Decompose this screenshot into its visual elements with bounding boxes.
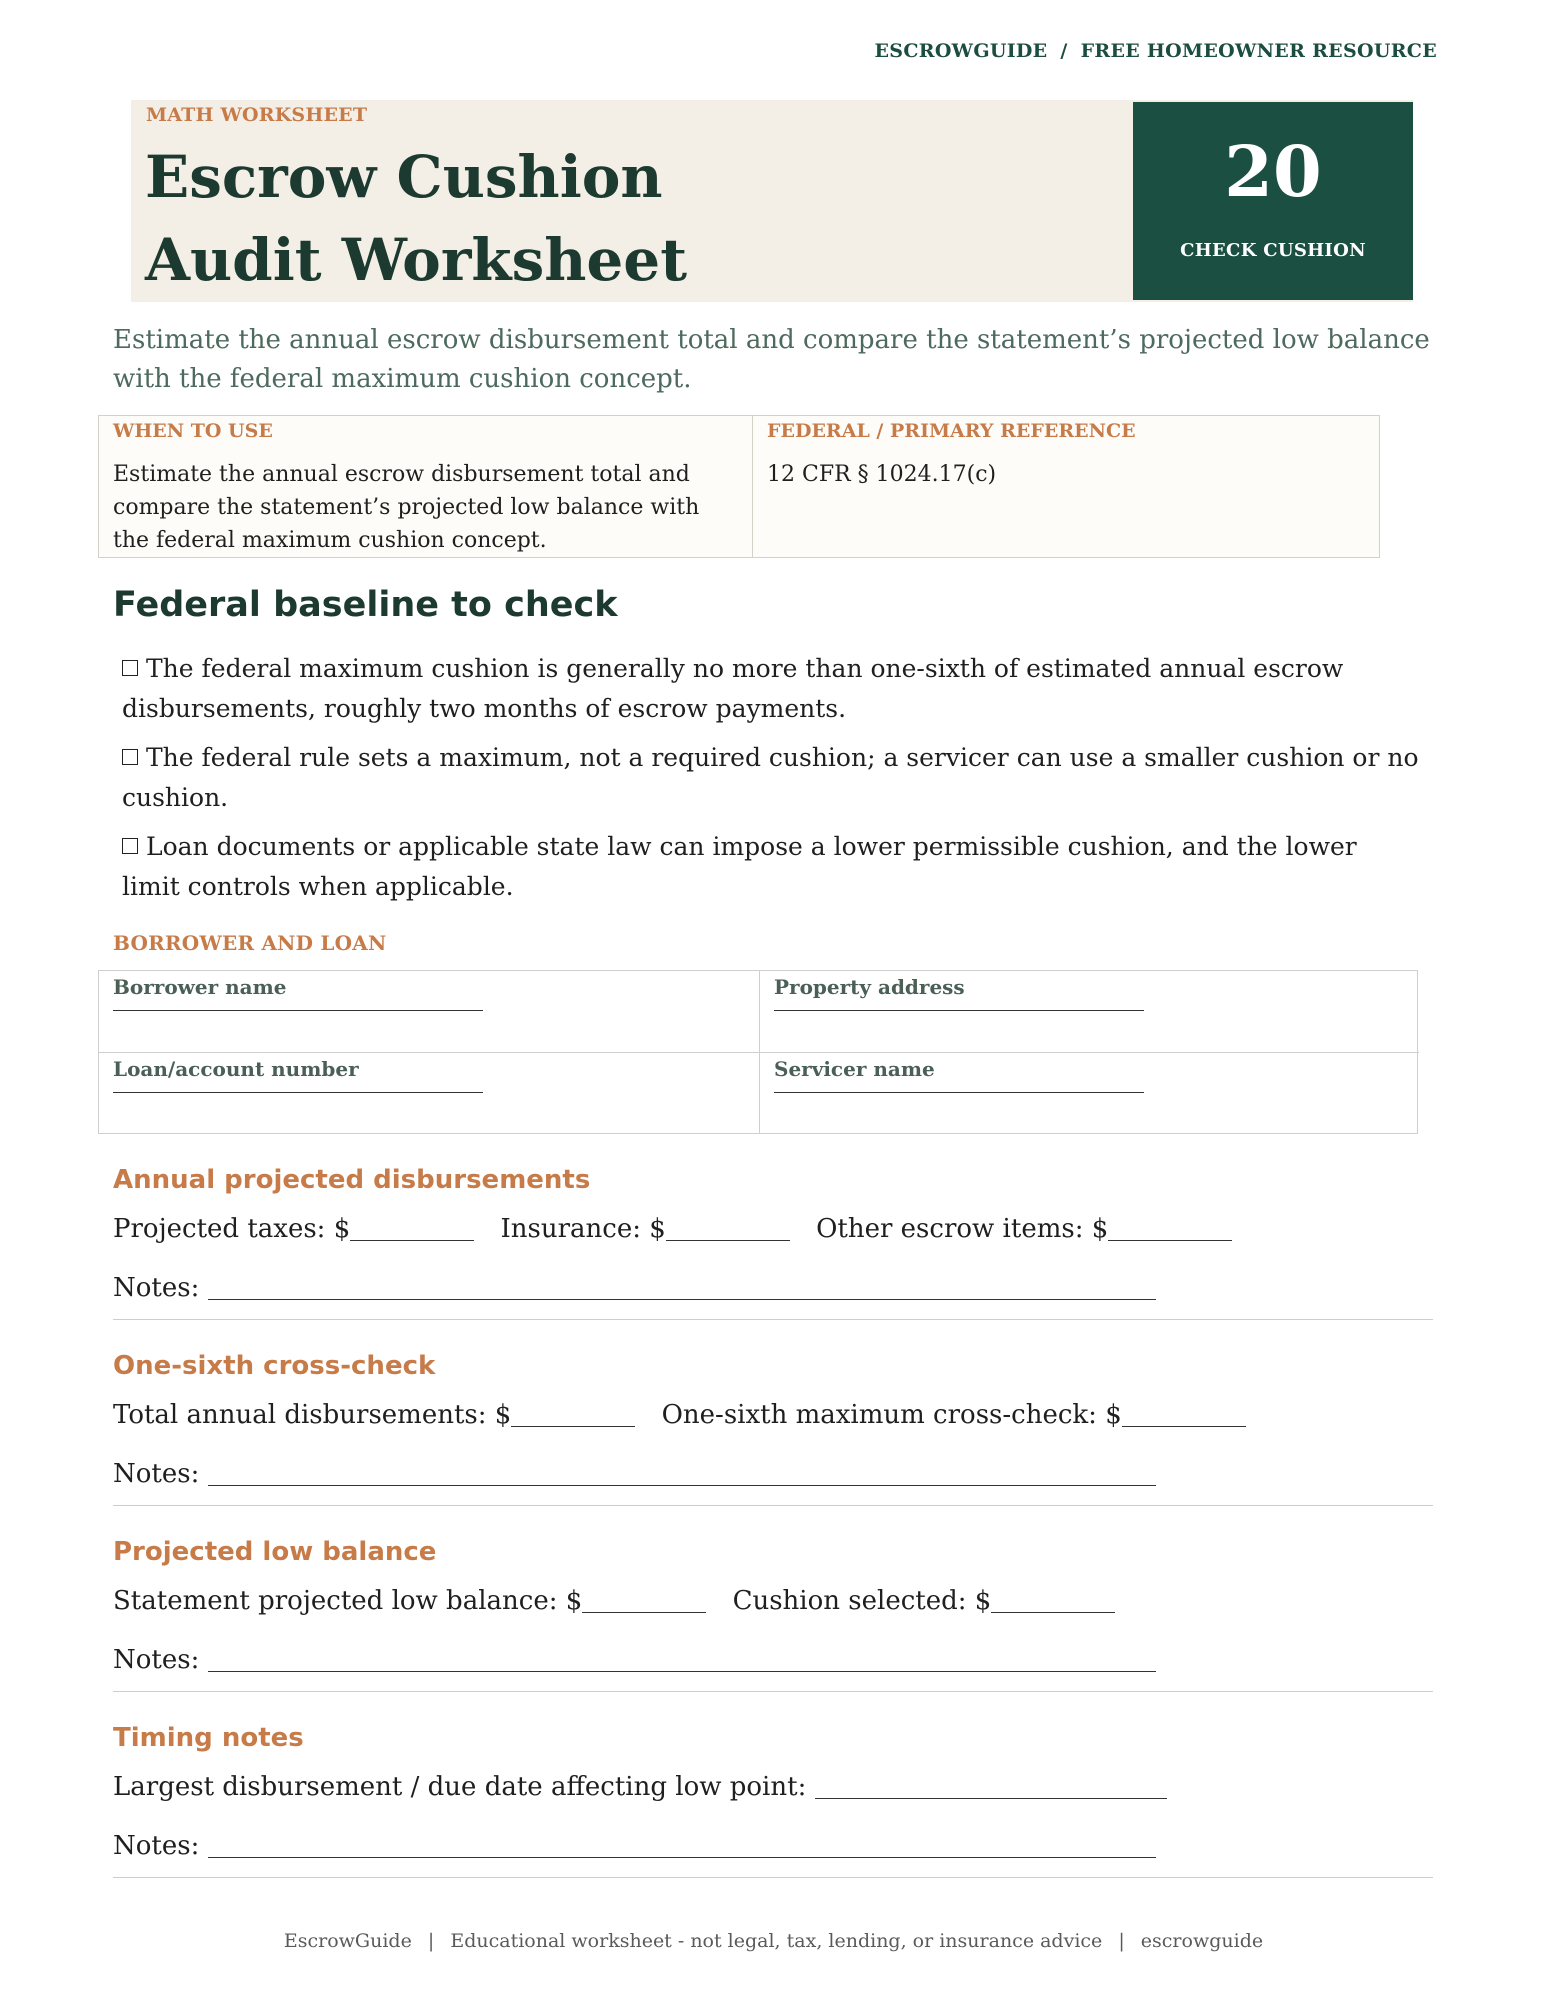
section-divider	[113, 1319, 1433, 1320]
checklist-item	[122, 649, 1422, 729]
one-sixth-input[interactable]	[1122, 1402, 1246, 1427]
checklist-item	[122, 738, 1422, 818]
section-title: One-sixth cross-check	[113, 1351, 436, 1381]
when-to-use-text: Estimate the annual escrow disbursement total and compare the statement’s projected low balance with the federal maximum cushion concept.	[113, 462, 700, 553]
section-title: Timing notes	[113, 1723, 304, 1753]
notes-label: Notes:	[113, 1273, 200, 1303]
low-balance-input[interactable]	[582, 1588, 706, 1613]
notes-input[interactable]	[208, 1647, 1156, 1672]
section-annual-disbursements	[113, 1162, 1433, 1307]
section-one-sixth	[113, 1348, 1433, 1493]
baseline-checklist	[122, 649, 1422, 916]
top-brand-line	[875, 40, 1437, 62]
worksheet-title: Escrow Cushion Audit Worksheet	[145, 143, 687, 294]
notes-row	[113, 1269, 1433, 1307]
borrower-heading: BORROWER AND LOAN	[113, 931, 387, 955]
worksheet-eyebrow: MATH WORKSHEET	[146, 104, 368, 126]
loan-number-input[interactable]	[113, 1091, 483, 1093]
field-row	[113, 1210, 1433, 1248]
field-row	[113, 1768, 1433, 1806]
field-row	[113, 1582, 1433, 1620]
cushion-selected-input[interactable]	[991, 1588, 1115, 1613]
notes-label: Notes:	[113, 1459, 200, 1489]
section-divider	[113, 1691, 1433, 1692]
checkbox[interactable]	[122, 838, 138, 854]
intro-text: Estimate the annual escrow disbursement total and compare the statement’s projected low balance with the federal maximum cushion concept.	[113, 325, 1430, 394]
field-label: Property address	[774, 975, 965, 999]
brand-separator: /	[1060, 40, 1068, 62]
notes-input[interactable]	[208, 1275, 1156, 1300]
checklist-item	[122, 827, 1422, 907]
field-label: Statement projected low balance: $	[113, 1586, 583, 1616]
notes-input[interactable]	[208, 1833, 1156, 1858]
other-escrow-input[interactable]	[1108, 1216, 1232, 1241]
projected-taxes-input[interactable]	[350, 1216, 474, 1241]
notes-label: Notes:	[113, 1645, 200, 1675]
borrower-table	[98, 970, 1418, 1134]
checklist-item-text: The federal rule sets a maximum, not a required cushion; a servicer can use a smaller cushion or no cushion.	[122, 743, 1419, 812]
footer-site: escrowguide	[1140, 1930, 1264, 1952]
total-disbursements-input[interactable]	[511, 1402, 635, 1427]
section-title: Annual projected disbursements	[113, 1165, 591, 1195]
checkbox[interactable]	[122, 749, 138, 765]
field-label: Cushion selected: $	[732, 1586, 992, 1616]
field-label: Servicer name	[774, 1057, 935, 1081]
section-low-balance	[113, 1534, 1433, 1679]
largest-disbursement-input[interactable]	[815, 1774, 1167, 1799]
brand-tagline: FREE HOMEOWNER RESOURCE	[1080, 40, 1437, 62]
checklist-item-text: The federal maximum cushion is generally no more than one-sixth of estimated annual escrow disbursements, roughly two months of escrow payments.	[122, 654, 1344, 723]
footer-separator: |	[1118, 1930, 1125, 1952]
reference-text: 12 CFR § 1024.17(c)	[767, 462, 997, 487]
notes-row	[113, 1827, 1433, 1865]
section-divider	[113, 1877, 1433, 1878]
section-timing-notes	[113, 1720, 1433, 1865]
field-label: One-sixth maximum cross-check: $	[661, 1400, 1122, 1430]
when-to-use-label: WHEN TO USE	[113, 420, 273, 442]
borrower-name-input[interactable]	[113, 1009, 483, 1011]
worksheet-number: 20	[1224, 130, 1322, 213]
borrower-name-cell	[99, 971, 759, 1052]
property-address-input[interactable]	[774, 1009, 1144, 1011]
section-divider	[113, 1505, 1433, 1506]
servicer-name-cell	[759, 1052, 1419, 1133]
field-label: Loan/account number	[113, 1057, 359, 1081]
field-label: Largest disbursement / due date affecting low point:	[113, 1772, 807, 1802]
field-label: Other escrow items: $	[816, 1214, 1109, 1244]
footer	[0, 1930, 1547, 1952]
field-label: Insurance: $	[500, 1214, 666, 1244]
checkbox[interactable]	[122, 660, 138, 676]
brand-name: ESCROWGUIDE	[874, 40, 1048, 62]
footer-separator: |	[427, 1930, 435, 1952]
field-label: Total annual disbursements: $	[113, 1400, 512, 1430]
property-address-cell	[759, 971, 1419, 1052]
checklist-item-text: Loan documents or applicable state law can impose a lower permissible cushion, and the lower limit controls when applicable.	[122, 832, 1357, 901]
insurance-input[interactable]	[666, 1216, 790, 1241]
baseline-heading: Federal baseline to check	[113, 585, 618, 625]
field-row	[113, 1396, 1433, 1434]
reference-label: FEDERAL / PRIMARY REFERENCE	[767, 420, 1136, 442]
reference-cell	[753, 416, 1379, 557]
worksheet-header	[131, 100, 1413, 302]
worksheet-number-badge	[1133, 102, 1413, 300]
notes-input[interactable]	[208, 1461, 1156, 1486]
section-title: Projected low balance	[113, 1537, 437, 1567]
notes-row	[113, 1455, 1433, 1493]
footer-disclaimer: Educational worksheet - not legal, tax, lending, or insurance advice	[450, 1930, 1103, 1952]
servicer-name-input[interactable]	[774, 1091, 1144, 1093]
loan-number-cell	[99, 1052, 759, 1133]
worksheet-number-label: CHECK CUSHION	[1180, 240, 1366, 261]
when-to-use-cell	[99, 416, 753, 557]
footer-brand: EscrowGuide	[283, 1930, 412, 1952]
field-label: Borrower name	[113, 975, 287, 999]
notes-label: Notes:	[113, 1831, 200, 1861]
field-label: Projected taxes: $	[113, 1214, 351, 1244]
info-table	[98, 415, 1380, 558]
notes-row	[113, 1641, 1433, 1679]
